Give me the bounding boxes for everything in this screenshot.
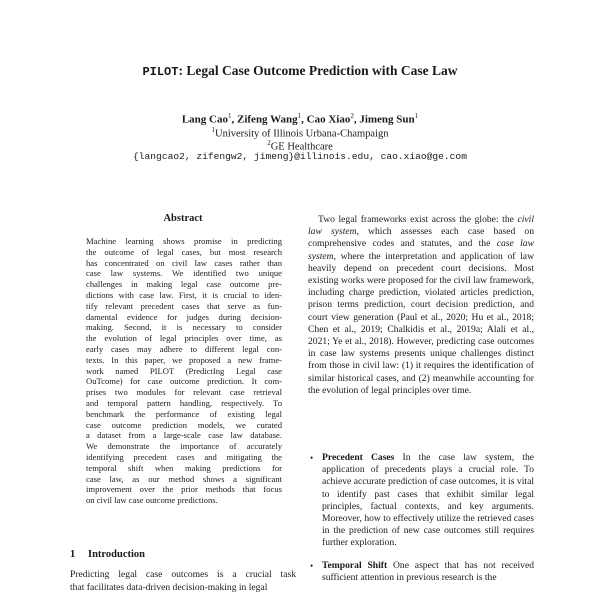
introduction-line: Predicting legal case outcomes is a crucial task xyxy=(70,569,296,580)
section-title: Introduction xyxy=(88,549,145,560)
abstract-line: prises two modules for relevant case retrieval xyxy=(86,387,282,398)
bullet-item-temporal-shift xyxy=(308,560,534,584)
author-name: Jimeng Sun xyxy=(359,113,415,126)
abstract-line: Machine learning shows promise in predicting xyxy=(86,236,282,246)
author-separator: , xyxy=(231,113,237,126)
bullet-dot: • xyxy=(310,453,314,463)
bullet-list xyxy=(308,452,534,584)
author-emails: {langcao2, zifengw2, jimeng}@illinois.edu, cao.xiao@ge.com xyxy=(133,151,467,162)
emphasis-civil-law-system: civil law system xyxy=(308,214,534,238)
author-affil-mark: 1 xyxy=(228,112,232,120)
author-name: Lang Cao xyxy=(181,113,228,126)
bullet-text: In the case law system, the application of precedents plays a crucial role. To achieve accurate prediction of case outcomes, it is vital to identify past cases that exhibit similar legal principles, factual contexts, and key arguments. Moreover, how to effectively utilize the retrieved cases in the prediction of new case outcomes still requires further exploration. xyxy=(322,452,534,549)
bullet-dot: • xyxy=(310,560,314,571)
author-name: Cao Xiao xyxy=(306,113,351,126)
abstract-line: texts. In this paper, we proposed a new frame- xyxy=(86,354,282,365)
paper-title xyxy=(40,62,560,81)
abstract-line: case law systems. We identified two unique xyxy=(86,268,282,279)
abstract-line: tify relevant precedent cases that serve as fun- xyxy=(86,300,282,311)
introduction-line: that facilitates data-driven decision-making in legal xyxy=(70,581,268,593)
abstract-line: a dataset from a large-scale case law database. xyxy=(86,430,282,441)
abstract-line: identifying precedent cases and mitigating the xyxy=(86,451,282,462)
abstract-line: has concentrated on civil law cases rather than xyxy=(86,257,282,268)
introduction-body xyxy=(70,569,296,594)
abstract-line: early cases may adhere to different legal con- xyxy=(86,343,282,354)
abstract-line: challenges in making legal case outcome pre- xyxy=(86,279,282,290)
affiliation-mark: 1 xyxy=(211,126,215,134)
abstract-line: case outcome prediction models, we curated xyxy=(86,419,282,430)
paragraph xyxy=(308,214,534,397)
author-name: Zifeng Wang xyxy=(237,113,298,126)
abstract-line: case law, as our method shows a significant xyxy=(86,473,282,484)
emphasis-case-law-system: case law system xyxy=(308,238,534,262)
text-run: Two legal frameworks exist across the globe: the xyxy=(318,214,514,225)
section-heading-introduction xyxy=(70,548,296,561)
right-column-paragraph xyxy=(308,214,534,397)
affiliation-text: GE Healthcare xyxy=(270,141,333,153)
abstract-line: We demonstrate the importance of accurately xyxy=(86,441,282,452)
author-affil-mark: 1 xyxy=(414,112,419,120)
title-rest: : Legal Case Outcome Prediction with Case Law xyxy=(178,63,458,78)
bullet-term: Temporal Shift xyxy=(322,559,388,571)
author-affil-mark: 2 xyxy=(350,112,354,120)
section-number: 1 xyxy=(70,549,76,560)
abstract-line: on civil law case outcome predictions. xyxy=(86,495,218,506)
abstract-line: the outcome of legal cases, but most research xyxy=(86,246,282,257)
affiliation-mark: 2 xyxy=(267,139,271,147)
abstract-line: dictions with case law. First, it is crucial to iden- xyxy=(86,289,282,300)
affiliation-text: University of Illinois Urbana-Champaign xyxy=(214,128,389,140)
abstract-line: improvement over the prior methods that focus xyxy=(86,484,282,495)
bullet-text: One aspect that has not received sufficient attention in previous research is the xyxy=(322,559,534,583)
abstract-line: temporal shift when making predictions for xyxy=(86,462,282,473)
abstract-line: and temporal pattern handling, respectively. To xyxy=(86,397,282,408)
abstract-line: making. Second, it is necessary to consider xyxy=(86,322,282,333)
abstract-line: damental evidence for judges during decision- xyxy=(86,311,282,322)
title-system-name: PILOT xyxy=(142,65,179,79)
abstract-line: work named PILOT (PredictIng Legal case xyxy=(86,365,282,376)
abstract-line: benchmark the performance of existing legal xyxy=(86,408,282,419)
abstract-body xyxy=(86,236,282,506)
bullet-item-precedent-cases xyxy=(308,452,534,550)
author-affil-mark: 1 xyxy=(297,112,302,120)
text-run: , which assesses each case based on comprehensive codes and statutes, and the xyxy=(308,226,534,250)
author-separator: , xyxy=(301,113,307,126)
abstract-heading: Abstract xyxy=(163,213,203,224)
abstract-line: OuTcome) for case outcome prediction. It com- xyxy=(86,376,282,387)
abstract-line: the evolution of legal principles over time, as xyxy=(86,333,282,344)
bullet-term: Precedent Cases xyxy=(322,452,395,463)
author-separator: , xyxy=(353,113,360,126)
text-run: , where the interpretation and application of law heavily depend on precedent court decisions. Most existing works were proposed for the civil law framework, including charge prediction, violated articles prediction, prison terms prediction, court decision prediction, and court view generation (Paul et al., 2020; Hu et al., 2018; Chen et al., 2019; Chalkidis et al., 2019a; Alali et al., 2021; Ye et al., 2018). However, predicting case outcomes in case law systems presents unique challenges distinct from those in civil law: (1) it requires the identification of similar historical cases, and (2) meanwhile accounting for the evolution of legal principles over time. xyxy=(308,250,534,396)
